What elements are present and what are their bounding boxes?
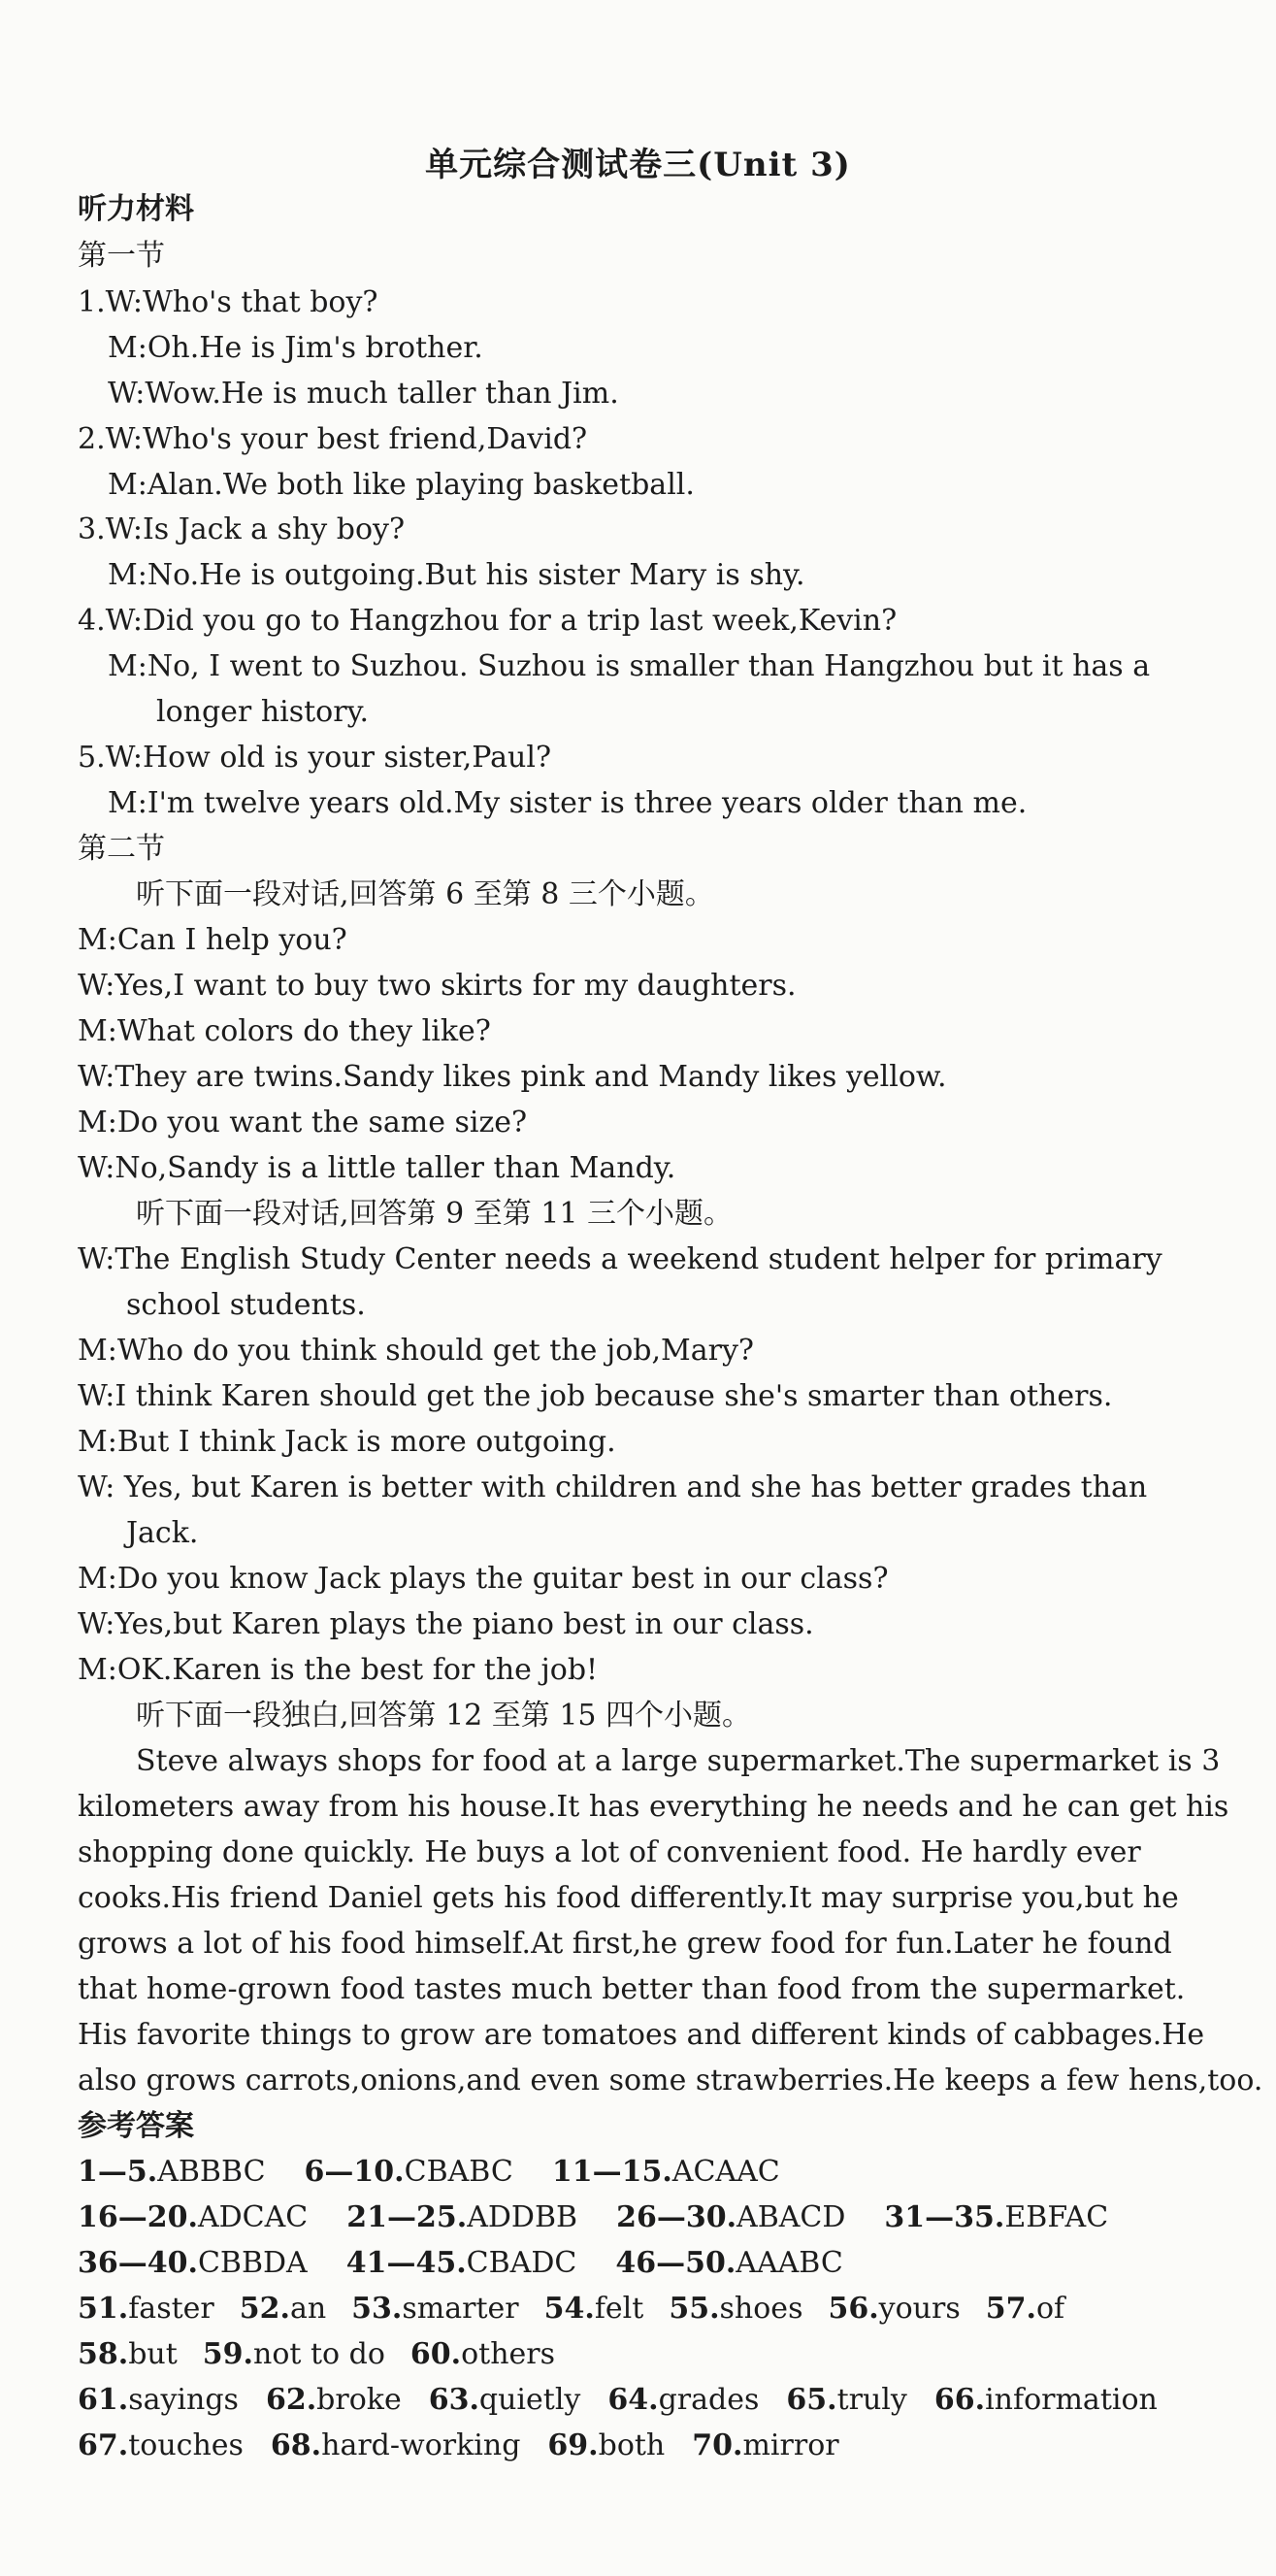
dialogue-line: 5.W:How old is your sister,Paul? [78,741,552,775]
answer-value: ADDBB [467,2200,578,2234]
dialogue-line: M:Can I help you? [78,923,347,957]
dialogue-line: M:No, I went to Suzhou. Suzhou is smaller than Hangzhou but it has a [108,649,1151,683]
answer-number: 57. [985,2292,1036,2326]
answer-item [240,2290,326,2328]
answer-number: 56. [828,2292,879,2326]
answer-item [203,2335,385,2374]
answer-row [78,2198,1147,2237]
answer-number: 59. [202,2337,253,2371]
answer-item [305,2153,513,2192]
answer-number: 61. [78,2383,129,2417]
answer-number: 26—30. [616,2200,737,2234]
answer-item [78,2198,308,2237]
section-1-label: 第一节 [78,239,165,273]
answer-row [78,2153,819,2192]
answer-item [669,2290,802,2328]
answer-row [78,2335,580,2374]
answer-number: 63. [428,2383,479,2417]
answer-value: shoes [719,2292,803,2326]
dialogue-line: W:Yes,but Karen plays the piano best in our class. [78,1607,814,1641]
answer-number: 62. [265,2383,317,2417]
answer-item [429,2381,581,2420]
dialogue-line: school students. [126,1288,366,1322]
answer-item [544,2290,644,2328]
answer-value: truly [836,2383,907,2417]
page-title: 单元综合测试卷三(Unit 3) [425,146,851,184]
answer-number: 11—15. [551,2155,672,2189]
answer-number: 67. [78,2428,129,2462]
listening-heading: 听力材料 [78,192,194,226]
answer-number: 1—5. [78,2155,158,2189]
answer-value: but [128,2337,178,2371]
answer-item [552,2153,780,2192]
answer-number: 21—25. [346,2200,468,2234]
dialogue-line: W:They are twins.Sandy likes pink and Mandy likes yellow. [78,1060,947,1094]
monologue-line: grows a lot of his food himself.At first,he grew food for fun.Later he found [78,1927,1172,1961]
answer-item [78,2381,239,2420]
answer-row [78,2381,1185,2420]
answer-number: 36—40. [78,2246,198,2280]
answer-value: mirror [742,2428,839,2462]
answer-value: others [461,2337,556,2371]
answer-value: felt [594,2292,644,2326]
answer-value: faster [128,2292,214,2326]
answer-value: an [289,2292,327,2326]
answer-item [78,2290,214,2328]
dialogue-line: W:No,Sandy is a little taller than Mandy. [78,1151,676,1185]
dialogue-line: M:What colors do they like? [78,1014,491,1048]
answer-item [271,2427,520,2465]
answer-item [884,2198,1108,2237]
answer-item [78,2427,244,2465]
answer-value: smarter [402,2292,519,2326]
answer-item [346,2244,577,2283]
dialogue-line: 1.W:Who's that boy? [78,285,378,319]
answer-item [346,2198,577,2237]
answer-number: 68. [270,2428,322,2462]
answer-number: 6—10. [304,2155,405,2189]
answer-value: AAABC [736,2246,843,2280]
answer-value: quietly [478,2383,581,2417]
dialogue-line: M:But I think Jack is more outgoing. [78,1425,616,1459]
answer-value: CBABC [404,2155,513,2189]
dialogue-line: M:Do you know Jack plays the guitar best in our class? [78,1562,889,1596]
answer-value: ACAAC [671,2155,780,2189]
dialogue-line: W:Yes,I want to buy two skirts for my daughters. [78,969,797,1003]
dialogue-line: 3.W:Is Jack a shy boy? [78,512,406,546]
answer-value: grades [658,2383,760,2417]
answer-item [616,2198,845,2237]
instruction-line: 听下面一段对话,回答第 6 至第 8 三个小题。 [136,877,714,911]
dialogue-line: longer history. [156,695,370,729]
answer-number: 53. [351,2292,403,2326]
answer-number: 52. [239,2292,290,2326]
dialogue-line: M:I'm twelve years old.My sister is three years older than me. [108,786,1028,820]
answer-item [78,2335,178,2374]
dialogue-line: Jack. [126,1516,199,1550]
answer-value: CBBDA [197,2246,308,2280]
answer-value: information [985,2383,1158,2417]
dialogue-line: 2.W:Who's your best friend,David? [78,422,588,456]
answer-value: of [1035,2292,1065,2326]
answer-item [786,2381,906,2420]
answer-item [607,2381,759,2420]
answer-number: 46—50. [615,2246,736,2280]
answer-row [78,2290,1090,2328]
monologue-line: Steve always shops for food at a large supermarket.The supermarket is 3 [136,1744,1221,1778]
answer-number: 60. [409,2337,462,2371]
dialogue-line: M:OK.Karen is the best for the job! [78,1653,599,1687]
dialogue-line: M:Oh.He is Jim's brother. [108,331,483,365]
answer-number: 58. [78,2337,129,2371]
answer-item [615,2244,843,2283]
monologue-line: also grows carrots,onions,and even some strawberries.He keeps a few hens,too. [78,2064,1263,2097]
answer-item [547,2427,665,2465]
monologue-line: kilometers away from his house.It has everything he needs and he can get his [78,1790,1229,1824]
answer-row [78,2427,867,2465]
dialogue-line: M:Alan.We both like playing basketball. [108,468,695,502]
answer-value: touches [128,2428,244,2462]
answer-value: EBFAC [1004,2200,1109,2234]
answer-item [692,2427,838,2465]
dialogue-line: W:Wow.He is much taller than Jim. [108,377,619,411]
answer-number: 41—45. [345,2246,467,2280]
answer-number: 16—20. [78,2200,198,2234]
answer-item [828,2290,960,2328]
answer-number: 69. [547,2428,599,2462]
instruction-line: 听下面一段对话,回答第 9 至第 11 三个小题。 [136,1197,733,1231]
answer-number: 51. [78,2292,129,2326]
answer-item [78,2153,266,2192]
answer-value: ABACD [736,2200,846,2234]
dialogue-line: 4.W:Did you go to Hangzhou for a trip last week,Kevin? [78,604,898,638]
answers-heading: 参考答案 [78,2109,194,2143]
monologue-line: that home-grown food tastes much better than food from the supermarket. [78,1972,1186,2006]
answer-value: sayings [128,2383,239,2417]
answer-value: yours [878,2292,961,2326]
answer-value: not to do [253,2337,385,2371]
dialogue-line: W:The English Study Center needs a weekend student helper for primary [78,1242,1162,1276]
dialogue-line: W:I think Karen should get the job because she's smarter than others. [78,1379,1113,1413]
answer-value: hard-working [321,2428,521,2462]
answer-number: 64. [607,2383,659,2417]
answer-item [78,2244,308,2283]
dialogue-line: M:Do you want the same size? [78,1106,528,1139]
answer-value: ABBBC [157,2155,266,2189]
answer-number: 55. [669,2292,720,2326]
answer-item [351,2290,518,2328]
dialogue-line: W: Yes, but Karen is better with children and she has better grades than [78,1470,1148,1504]
dialogue-line: M:No.He is outgoing.But his sister Mary is shy. [108,558,805,592]
answer-value: ADCAC [197,2200,309,2234]
answer-row [78,2244,882,2283]
answer-item [410,2335,555,2374]
answer-number: 54. [543,2292,595,2326]
monologue-line: shopping done quickly. He buys a lot of convenient food. He hardly ever [78,1835,1141,1869]
monologue-line: cooks.His friend Daniel gets his food differently.It may surprise you,but he [78,1881,1179,1915]
answer-item [986,2290,1064,2328]
dialogue-line: M:Who do you think should get the job,Mary? [78,1334,754,1368]
monologue-line: His favorite things to grow are tomatoes and different kinds of cabbages.He [78,2018,1205,2052]
answer-number: 66. [933,2383,986,2417]
answer-item [934,2381,1158,2420]
answer-number: 70. [692,2428,743,2462]
section-2-label: 第二节 [78,832,165,866]
answer-value: CBADC [466,2246,577,2280]
answer-value: both [598,2428,666,2462]
answer-number: 31—35. [884,2200,1005,2234]
instruction-line: 听下面一段独白,回答第 12 至第 15 四个小题。 [136,1699,752,1733]
answer-number: 65. [786,2383,837,2417]
answer-item [266,2381,402,2420]
answer-value: broke [316,2383,402,2417]
